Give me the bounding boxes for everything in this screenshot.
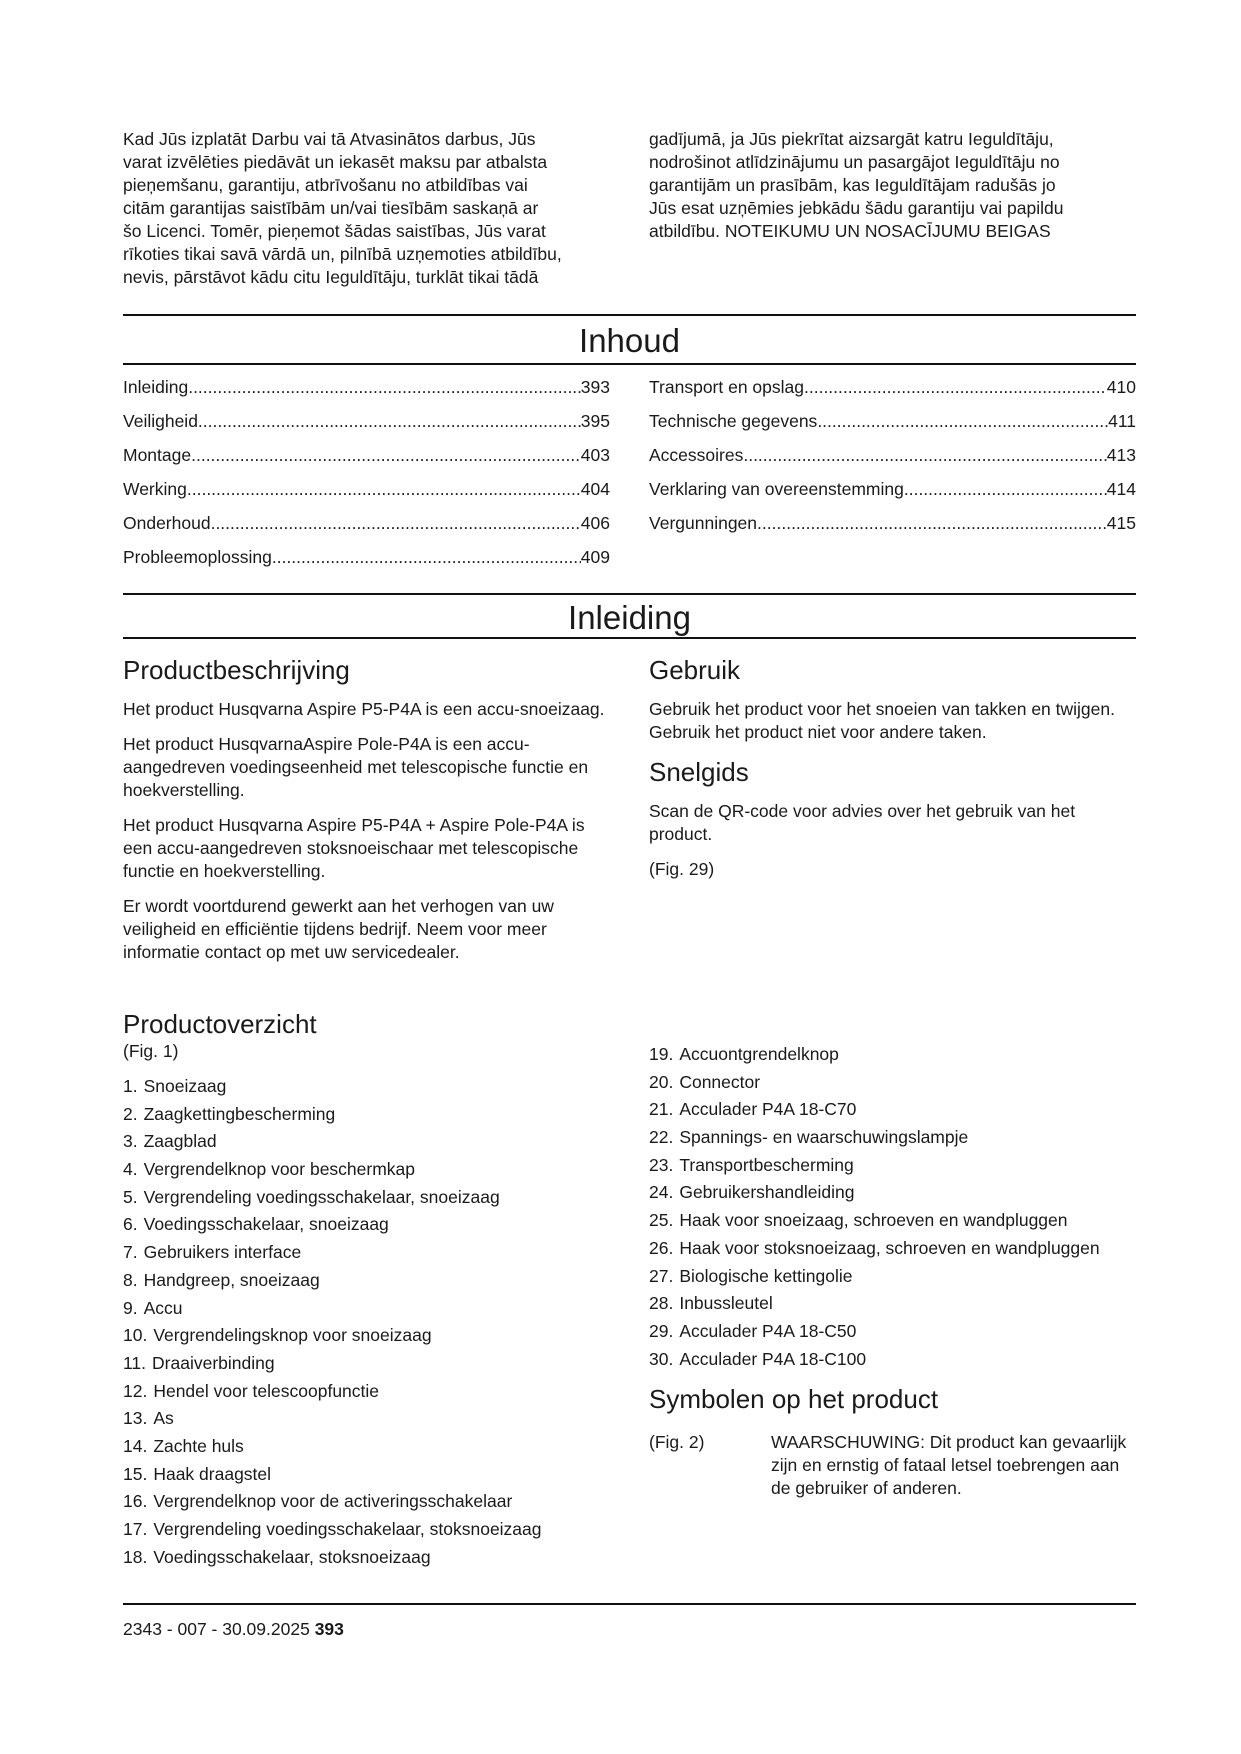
list-item [649,1042,1135,1066]
intro-line: citām garantijas saistībām un/vai tiesībām saskaņā ar [123,198,539,218]
intro-line: pieņemšanu, garantiju, atbrīvošanu no atbildības vai [123,175,528,195]
list-item-text: Haak voor stoksnoeizaag, schroeven en wandpluggen [679,1237,1100,1258]
divider [123,593,1136,595]
list-item-number: 15. [123,1463,148,1484]
paragraph: Het product Husqvarna Aspire P5-P4A is een accu-snoeizaag. [123,699,605,719]
figure-reference: (Fig. 2) [649,1431,705,1452]
warning-text: WAARSCHUWING: Dit product kan gevaarlijk zijn en ernstig of fataal letsel toebrengen aan de gebruiker of anderen. [771,1431,1127,1498]
list-item-number: 8. [123,1269,138,1290]
list-item-number: 11. [123,1352,147,1373]
list-item-number: 21. [649,1099,674,1120]
list-item [123,1545,609,1569]
toc-entry[interactable]: Werking ..... 404 [123,478,610,512]
intro-line: garantijām un prasībām, kas Ieguldītājam radušās jo [649,175,1056,195]
list-item-number: 30. [649,1348,674,1369]
list-item [123,1240,609,1264]
list-item-number: 6. [123,1214,138,1235]
paragraph: Het product Husqvarna Aspire P5-P4A + Aspire Pole-P4A is een accu-aangedreven stoksnoeischaar met telescopische functie en hoekverstelling. [123,815,585,881]
paragraph: Er wordt voortdurend gewerkt aan het verhogen van uw veiligheid en efficiëntie tijdens bedrijf. Neem voor meer informatie contact op met uw servicedealer. [123,896,554,962]
toc-entry[interactable]: Probleemoplossing ..... 409 [123,546,610,580]
list-item [649,1153,1135,1177]
list-item [649,1125,1135,1149]
productoverzicht-continued [649,1042,1135,1500]
divider [123,314,1136,316]
list-item-text: Draaiverbinding [152,1352,275,1373]
list-item [123,1406,609,1430]
list-item-text: Vergrendelingsknop voor snoeizaag [153,1325,432,1346]
list-item-number: 4. [123,1159,138,1180]
list-item [649,1319,1135,1343]
list-item [123,1296,609,1320]
figure-reference: (Fig. 1) [123,1041,179,1061]
toc-entry[interactable]: Inleiding ..... 393 [123,376,610,410]
list-item [123,1102,609,1126]
list-item-text: Spannings- en waarschuwingslampje [679,1127,969,1148]
list-item-number: 25. [649,1210,674,1231]
section-title: Inleiding [568,599,691,636]
list-item [123,1351,609,1375]
list-item [123,1212,609,1236]
list-item [123,1323,609,1347]
list-item [123,1462,609,1486]
toc-entry[interactable]: Verklaring van overeenstemming ..... 414 [649,478,1136,512]
figure-reference: (Fig. 29) [649,859,715,879]
divider [123,637,1136,639]
intro-line: šo Licenci. Tomēr, pieņemot šādas saistības, Jūs varat [123,221,546,241]
list-item-text: Voedingsschakelaar, stoksnoeizaag [153,1546,431,1567]
list-item-text: Zachte huls [153,1435,244,1456]
productbeschrijving-section [123,654,609,976]
list-item [649,1208,1135,1232]
list-item-number: 24. [649,1182,674,1203]
list-item-number: 19. [649,1044,674,1064]
list-item-number: 16. [123,1491,148,1512]
intro-line: Jūs esat uzņēmies jebkādu šādu garantiju vai papildu [649,198,1064,218]
list-item-text: Hendel voor telescoopfunctie [153,1380,380,1401]
list-item-number: 1. [123,1076,138,1096]
list-item-number: 20. [649,1071,674,1092]
list-item [649,1291,1135,1315]
list-item-text: Vergrendelknop voor beschermkap [143,1159,416,1180]
intro-line: varat izvēlēties piedāvāt un iekasēt maksu par atbalsta [123,152,548,172]
list-item-text: Connector [679,1071,761,1092]
list-item [123,1434,609,1458]
intro-line: rīkoties tikai savā vārdā un, pilnībā uzņemoties atbildību, [123,244,562,264]
list-item [649,1097,1135,1121]
list-item-text: Biologische kettingolie [679,1265,853,1286]
parts-list-left [123,1074,609,1569]
list-item [649,1347,1135,1371]
intro-right-column [649,128,1135,243]
intro-line: atbildību. NOTEIKUMU UN NOSACĪJUMU BEIGAS [649,221,1051,241]
paragraph: Het product HusqvarnaAspire Pole-P4A is een accu-aangedreven voedingseenheid met telescopische functie en hoekverstelling. [123,734,589,800]
list-item-text: Zaagkettingbescherming [143,1103,336,1124]
list-item-text: Acculader P4A 18-C50 [679,1320,857,1341]
toc-right-column [649,376,1136,546]
list-item-text: Acculader P4A 18-C70 [679,1099,857,1120]
list-item [649,1070,1135,1094]
toc-title: Inhoud [579,322,680,359]
list-item-number: 2. [123,1103,138,1124]
gebruik-section [649,654,1135,893]
list-item-text: Transportbescherming [679,1154,854,1175]
list-item-text: Snoeizaag [143,1076,227,1096]
productbeschrijving-heading: Productbeschrijving [123,655,350,685]
list-item-number: 5. [123,1186,138,1207]
list-item-number: 28. [649,1293,674,1314]
list-item [123,1268,609,1292]
document-id: 2343 - 007 - 30.09.2025 [123,1619,310,1639]
list-item-number: 17. [123,1519,148,1539]
parts-list-right [649,1042,1135,1371]
list-item-number: 27. [649,1265,674,1286]
list-item-text: Vergrendeling voedingsschakelaar, stoksnoeizaag [153,1519,542,1539]
symbolen-heading: Symbolen op het product [649,1383,939,1414]
list-item-text: As [153,1408,174,1429]
list-item [123,1379,609,1403]
list-item [649,1236,1135,1260]
intro-line: Kad Jūs izplatāt Darbu vai tā Atvasinātos darbus, Jūs [123,129,536,149]
list-item-number: 12. [123,1380,148,1401]
list-item-number: 18. [123,1546,148,1567]
toc-entry[interactable]: Onderhoud ..... 406 [123,512,610,546]
list-item-text: Accu [143,1297,183,1318]
toc-entry[interactable]: Veiligheid ..... 395 [123,410,610,444]
toc-entry[interactable]: Technische gegevens ..... 411 [649,410,1136,444]
list-item [649,1264,1135,1288]
gebruik-heading: Gebruik [649,655,741,685]
list-item-text: Gebruikers interface [143,1242,302,1263]
list-item [123,1489,609,1513]
intro-left-column [123,128,609,289]
toc-entry[interactable]: Accessoires ..... 413 [649,444,1136,478]
list-item [649,1180,1135,1204]
divider [123,363,1136,365]
list-item-number: 14. [123,1435,148,1456]
list-item [123,1517,609,1541]
list-item [123,1129,609,1153]
list-item-text: Voedingsschakelaar, snoeizaag [143,1214,389,1235]
toc-entry[interactable]: Vergunningen ..... 415 [649,512,1136,546]
symbol-entry [649,1431,1135,1500]
page-number: 393 [314,1619,344,1639]
list-item-text: Haak voor snoeizaag, schroeven en wandpluggen [679,1210,1068,1231]
list-item-text: Vergrendelknop voor de activeringsschakelaar [153,1491,513,1512]
productoverzicht-heading: Productoverzicht [123,1009,317,1039]
list-item-text: Vergrendeling voedingsschakelaar, snoeizaag [143,1186,500,1207]
list-item-number: 10. [123,1325,148,1346]
list-item-text: Inbussleutel [679,1293,773,1314]
list-item [123,1157,609,1181]
list-item-text: Acculader P4A 18-C100 [679,1348,867,1369]
page-footer [123,1619,344,1640]
list-item [123,1185,609,1209]
list-item-number: 26. [649,1237,674,1258]
list-item-number: 7. [123,1242,138,1263]
intro-line: nodrošinot atlīdzinājumu un pasargājot Ieguldītāju no [649,152,1060,172]
paragraph: Gebruik het product voor het snoeien van takken en twijgen. Gebruik het product niet voor andere taken. [649,699,1115,742]
snelgids-heading: Snelgids [649,757,749,787]
list-item [123,1074,609,1098]
toc-left-column [123,376,610,580]
intro-line: gadījumā, ja Jūs piekrītat aizsargāt katru Ieguldītāju, [649,129,1054,149]
productoverzicht-section [123,1008,609,1572]
list-item-text: Zaagblad [143,1131,217,1152]
divider [123,1603,1136,1605]
toc-entry[interactable]: Transport en opslag ..... 410 [649,376,1136,410]
intro-line: nevis, pārstāvot kādu citu Ieguldītāju, turklāt tikai tādā [123,267,539,287]
list-item-text: Gebruikershandleiding [679,1182,855,1203]
toc-entry[interactable]: Montage ..... 403 [123,444,610,478]
list-item-number: 9. [123,1297,138,1318]
list-item-number: 22. [649,1127,674,1148]
list-item-text: Handgreep, snoeizaag [143,1269,320,1290]
list-item-text: Accuontgrendelknop [679,1044,839,1064]
list-item-number: 3. [123,1131,138,1152]
list-item-text: Haak draagstel [153,1463,272,1484]
paragraph: Scan de QR-code voor advies over het gebruik van het product. [649,801,1076,844]
list-item-number: 29. [649,1320,674,1341]
list-item-number: 23. [649,1154,674,1175]
list-item-number: 13. [123,1408,148,1429]
